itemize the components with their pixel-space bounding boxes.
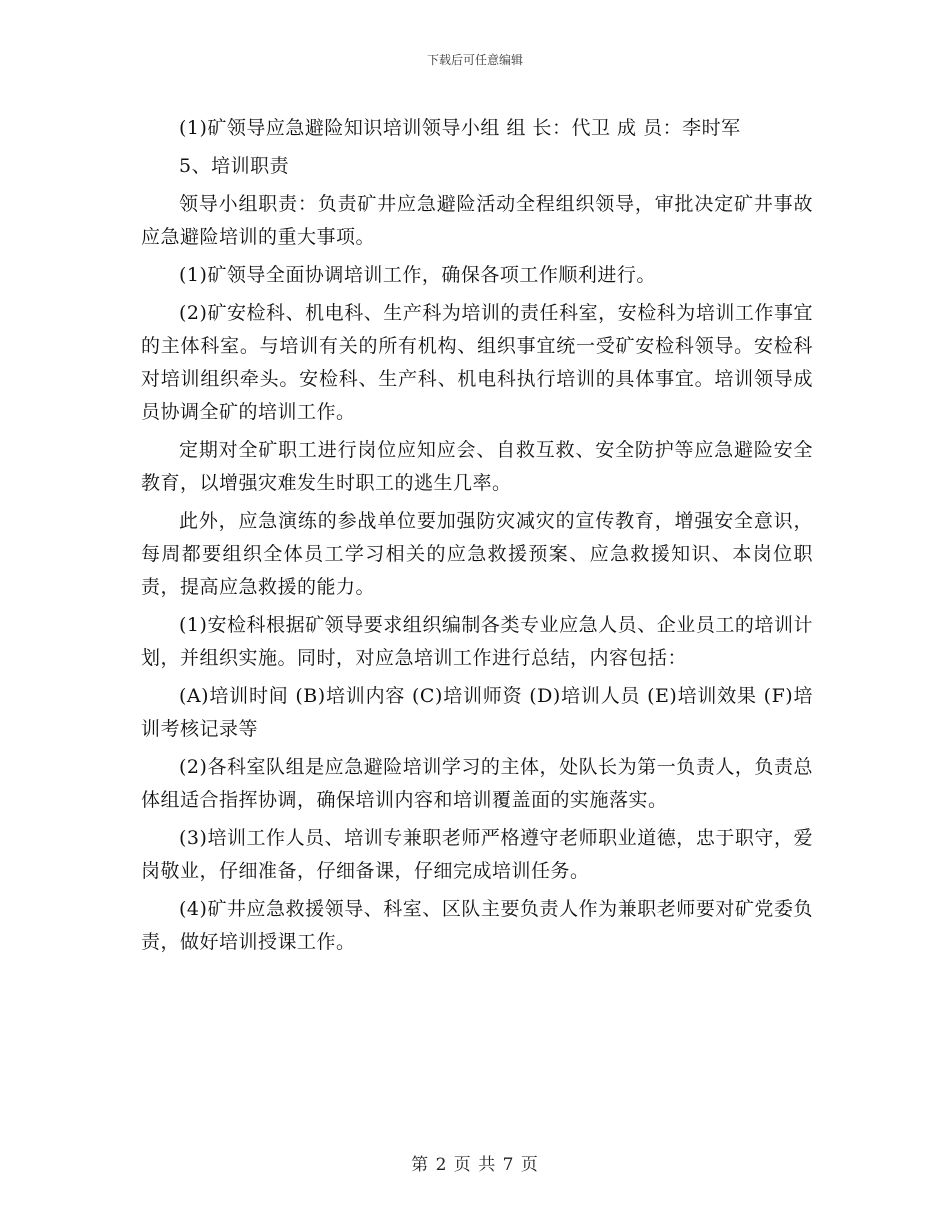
paragraph-duty-1: (1)矿领导全面协调培训工作，确保各项工作顺利进行。	[179, 264, 656, 286]
page-number: 第 2 页 共 7 页	[411, 1155, 539, 1175]
document-body	[141, 112, 813, 959]
paragraph-team: (1)矿领导应急避险知识培训领导小组 组 长：代卫 成 员：李时军	[179, 117, 741, 139]
paragraph-drill-units: 此外，应急演练的参战单位要加强防灾减灾的宣传教育，增强安全意识，每周都要组织全体员工学习相关的应急救援预案、应急救援知识、本岗位职责，提高应急救援的能力。	[141, 510, 813, 598]
paragraph-duty-2: (2)矿安检科、机电科、生产科为培训的责任科室，安检科为培训工作事宜的主体科室。与培训有关的所有机构、组织事宜统一受矿安检科领导。安检科对培训组织牵头。安检科、生产科、机电科执行培训的具体事宜。培训领导成员协调全矿的培训工作。	[141, 302, 813, 423]
paragraph-leadership-duties: 领导小组职责：负责矿井应急避险活动全程组织领导，审批决定矿井事故应急避险培训的重大事项。	[141, 193, 813, 248]
paragraph-teacher-ethics: (3)培训工作人员、培训专兼职老师严格遵守老师职业道德，忠于职守，爱岗敬业，仔细准备，仔细备课，仔细完成培训任务。	[141, 827, 813, 882]
header-note: 下载后可任意编辑	[426, 53, 523, 67]
paragraph-training-plan: (1)安检科根据矿领导要求组织编制各类专业应急人员、企业员工的培训计划，并组织实施。同时，对应急培训工作进行总结，内容包括：	[141, 614, 813, 669]
paragraph-safety-education: 定期对全矿职工进行岗位应知应会、自救互救、安全防护等应急避险安全教育，以增强灾难发生时职工的逃生几率。	[141, 439, 813, 494]
paragraph-summary-items: (A)培训时间 (B)培训内容 (C)培训师资 (D)培训人员 (E)培训效果 (F)培训考核记录等	[141, 685, 813, 740]
paragraph-part-time-teachers: (4)矿井应急救援领导、科室、区队主要负责人作为兼职老师要对矿党委负责，做好培训授课工作。	[141, 898, 813, 953]
paragraph-team-subject: (2)各科室队组是应急避险培训学习的主体，处队长为第一负责人，负责总体组适合指挥协调，确保培训内容和培训覆盖面的实施落实。	[141, 756, 813, 811]
section-heading-training-duties: 5、培训职责	[179, 155, 290, 177]
